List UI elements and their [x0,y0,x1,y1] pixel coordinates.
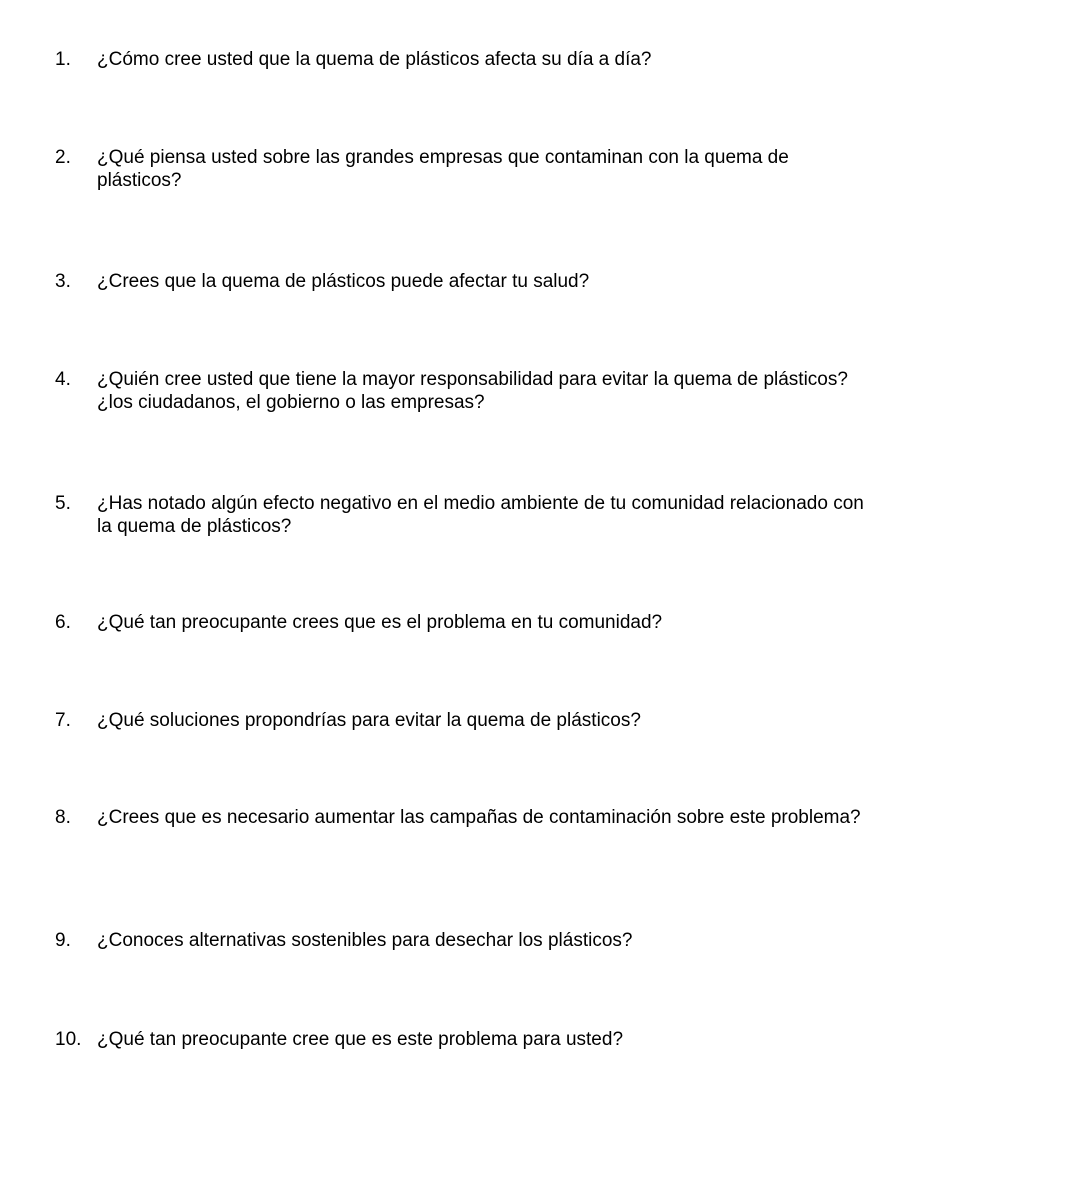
question-item [55,929,1055,952]
question-text [97,929,1055,952]
question-line: ¿Crees que la quema de plásticos puede afectar tu salud? [97,271,590,292]
question-line: ¿Has notado algún efecto negativo en el medio ambiente de tu comunidad relacionado con [97,493,864,514]
question-line: ¿Qué tan preocupante cree que es este problema para usted? [97,1029,624,1050]
question-item [55,492,1055,538]
question-number: 9. [55,930,71,951]
question-item [55,806,1055,829]
question-line: plásticos? [97,170,182,191]
question-line: ¿Crees que es necesario aumentar las campañas de contaminación sobre este problema? [97,807,861,828]
question-text [97,1028,1055,1051]
question-line: ¿Cómo cree usted que la quema de plásticos afecta su día a día? [97,49,652,70]
question-text [97,146,1055,192]
question-line: ¿los ciudadanos, el gobierno o las empresas? [97,392,485,413]
question-line: ¿Conoces alternativas sostenibles para desechar los plásticos? [97,930,633,951]
question-item [55,270,1055,293]
question-item [55,709,1055,732]
question-item [55,146,1055,192]
question-line: la quema de plásticos? [97,516,292,537]
question-text [97,48,1055,71]
question-number: 10. [55,1029,82,1050]
question-item [55,368,1055,414]
question-number: 7. [55,710,71,731]
question-text [97,270,1055,293]
question-number: 8. [55,807,71,828]
question-item [55,48,1055,71]
question-item [55,611,1055,634]
question-line: ¿Qué piensa usted sobre las grandes empresas que contaminan con la quema de [97,147,789,168]
question-line: ¿Qué soluciones propondrías para evitar la quema de plásticos? [97,710,641,731]
question-item [55,1028,1055,1051]
question-number: 3. [55,271,71,292]
question-text [97,806,1055,829]
question-text [97,368,1055,414]
question-line: ¿Quién cree usted que tiene la mayor responsabilidad para evitar la quema de plásticos? [97,369,848,390]
question-text [97,709,1055,732]
question-number: 5. [55,493,71,514]
question-text [97,611,1055,634]
question-text [97,492,1055,538]
question-number: 6. [55,612,71,633]
question-number: 4. [55,369,71,390]
question-number: 1. [55,49,71,70]
question-line: ¿Qué tan preocupante crees que es el problema en tu comunidad? [97,612,663,633]
question-number: 2. [55,147,71,168]
